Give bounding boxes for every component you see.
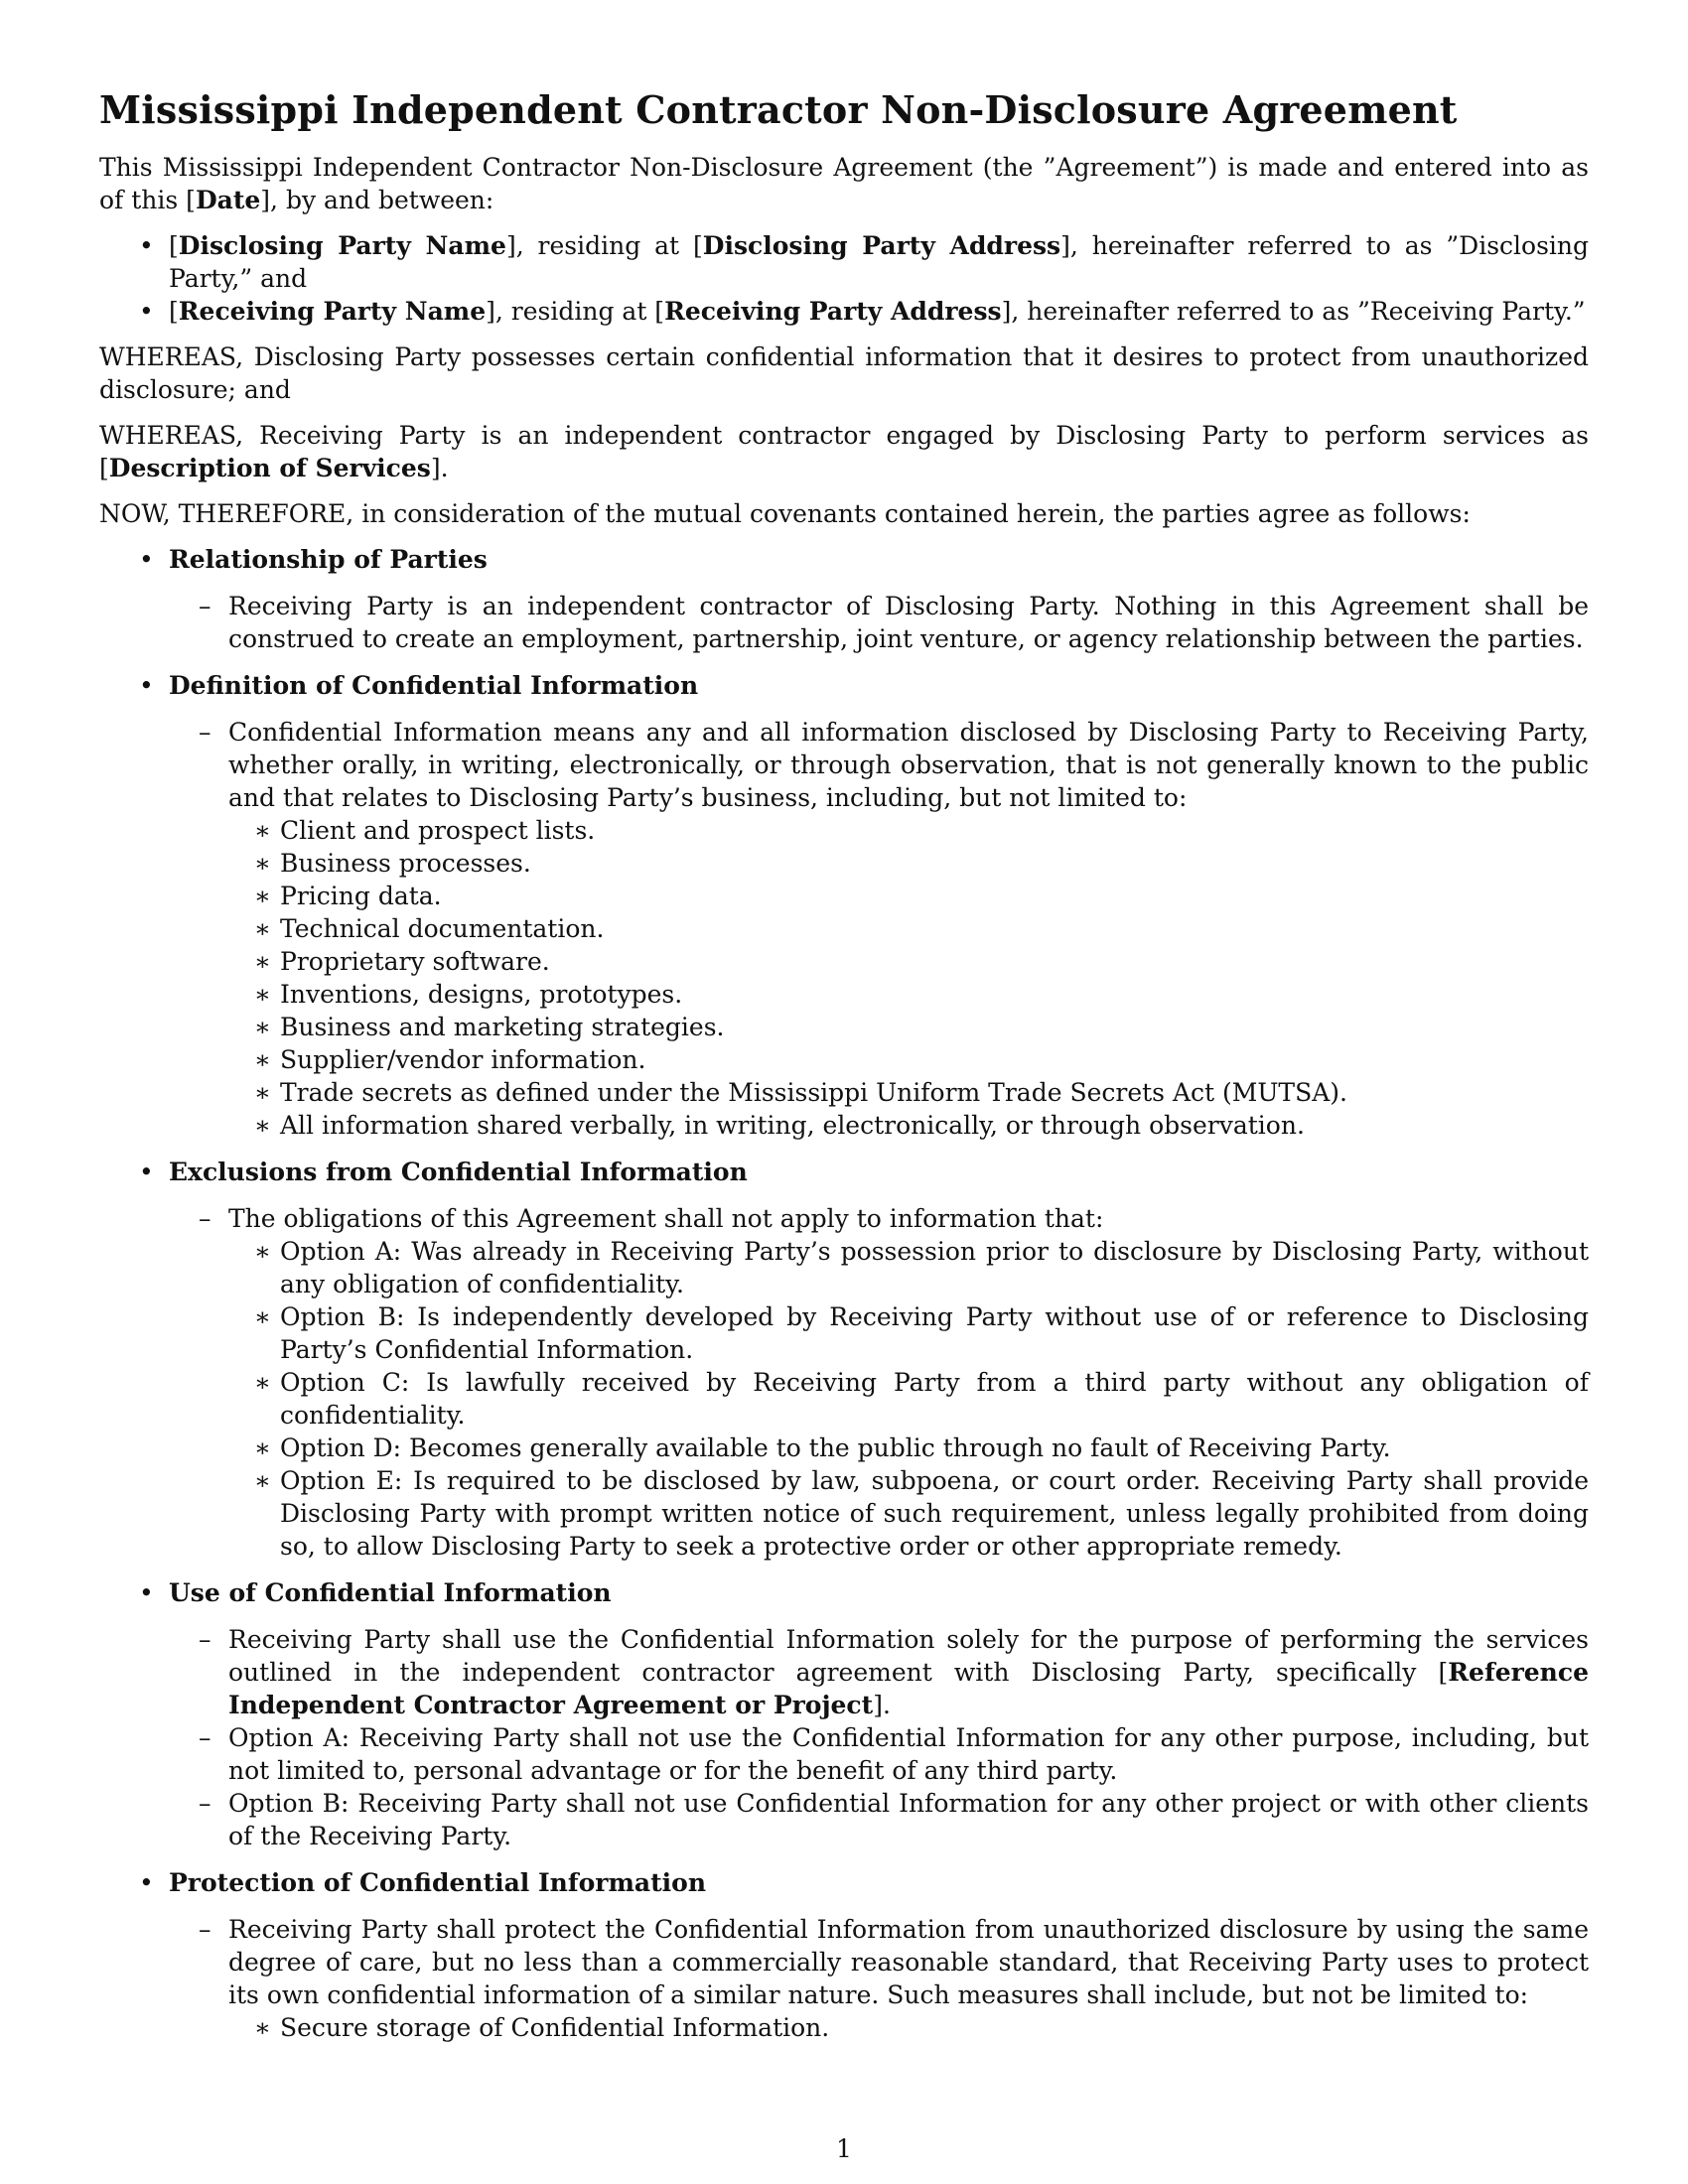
- section-items: [169, 1202, 1589, 1563]
- party-mid-text: ], residing at [: [505, 231, 703, 260]
- receiving-address-placeholder: Receiving Party Address: [664, 297, 1002, 326]
- whereas2-text: WHEREAS, Receiving Party is an independent contractor engaged by Disclosing Party to perform services as [: [99, 421, 1589, 482]
- whereas-paragraph-1: WHEREAS, Disclosing Party possesses certain confidential information that it desires to protect from unauthorized disclosure; and: [99, 342, 1589, 404]
- sections-list: [99, 543, 1589, 2044]
- disclosing-name-placeholder: Disclosing Party Name: [178, 231, 506, 260]
- list-item: ∗ Pricing data.: [228, 880, 1589, 912]
- section-item-text: Receiving Party shall use the Confidential Information solely for the purpose of performing the services outlined in the independent contractor agreement with Disclosing Party, specifically [: [228, 1625, 1589, 1687]
- document-page: [99, 87, 1589, 2058]
- party-mid-text: ], residing at [: [486, 297, 665, 326]
- protection-list: [228, 2011, 1589, 2044]
- services-placeholder: Description of Services: [108, 454, 431, 482]
- list-item: ∗ Trade secrets as defined under the Mississippi Uniform Trade Secrets Act (MUTSA).: [228, 1076, 1589, 1109]
- disclosing-address-placeholder: Disclosing Party Address: [702, 231, 1061, 260]
- intro-paragraph: This Mississippi Independent Contractor Non-Disclosure Agreement (the ”Agreement”) is made and entered into as of this [Date], by and between:: [99, 153, 1589, 214]
- section-relationship: [99, 543, 1589, 655]
- page-number: 1: [836, 2134, 852, 2163]
- section-item: – Option A: Receiving Party shall not use the Confidential Information for any other purpose, including, but not limited to, personal advantage or for the benefit of any third party.: [169, 1721, 1589, 1787]
- list-item: ∗ Proprietary software.: [228, 945, 1589, 978]
- list-item: ∗ Secure storage of Confidential Information.: [228, 2011, 1589, 2044]
- exclusions-list: [228, 1235, 1589, 1563]
- section-item: [169, 1913, 1589, 2044]
- section-item: [169, 1202, 1589, 1563]
- section-definition: [99, 669, 1589, 1142]
- party-tail-text: ], hereinafter referred to as ”Disclosing Party,” and: [169, 231, 1590, 293]
- section-item-text: Receiving Party shall protect the Confidential Information from unauthorized disclosure by using the same degree of care, but no less than a commercially reasonable standard, that Receiving Party uses to protect its own confidential information of a similar nature. Such measures shall include, but not be limited to:: [228, 1915, 1589, 2009]
- section-item-text: Confidential Information means any and all information disclosed by Disclosing Party to Receiving Party, whether orally, in writing, electronically, or through observation, that is not generally known to the public and that relates to Disclosing Party’s business, including, but not limited to:: [228, 718, 1589, 812]
- section-item-text: The obligations of this Agreement shall not apply to information that:: [228, 1204, 1104, 1233]
- parties-list: [99, 229, 1589, 328]
- section-exclusions: [99, 1156, 1589, 1563]
- list-item: ∗ All information shared verbally, in writing, electronically, or through observation.: [228, 1109, 1589, 1142]
- list-item: ∗ Option B: Is independently developed by Receiving Party without use of or reference to Disclosing Party’s Confidential Information.: [228, 1300, 1589, 1366]
- section-protection: [99, 1866, 1589, 2044]
- section-title: • Exclusions from Confidential Information: [169, 1158, 748, 1186]
- list-item: ∗ Inventions, designs, prototypes.: [228, 978, 1589, 1011]
- section-use: [99, 1576, 1589, 1852]
- whereas-paragraph-2: [99, 419, 1589, 484]
- whereas2-text-end: ].: [430, 454, 449, 482]
- list-item: ∗ Option A: Was already in Receiving Party’s possession prior to disclosure by Disclosing Party, without any obligation of confidentiality.: [228, 1235, 1589, 1300]
- definition-list: [228, 814, 1589, 1142]
- list-item: ∗ Option E: Is required to be disclosed by law, subpoena, or court order. Receiving Party shall provide Disclosing Party with prompt written notice of such requirement, unless legally prohibited from doing so, to allow Disclosing Party to seek a protective order or other appropriate remedy.: [228, 1464, 1589, 1563]
- section-item: – Receiving Party is an independent contractor of Disclosing Party. Nothing in this Agreement shall be construed to create an employment, partnership, joint venture, or agency relationship between the parties.: [169, 590, 1589, 655]
- list-item: ∗ Business processes.: [228, 847, 1589, 880]
- list-item: ∗ Option D: Becomes generally available to the public through no fault of Receiving Party.: [228, 1432, 1589, 1464]
- section-item: [169, 716, 1589, 1142]
- section-item-text-end: ].: [873, 1691, 891, 1719]
- intro-text-end: , by and between:: [270, 186, 494, 214]
- list-item: ∗ Business and marketing strategies.: [228, 1011, 1589, 1043]
- party-disclosing: • [Disclosing Party Name], residing at [Disclosing Party Address], hereinafter referred to as ”Disclosing Party,” and: [99, 229, 1589, 295]
- date-placeholder: Date: [195, 186, 261, 214]
- section-item: [169, 1623, 1589, 1721]
- section-items: [169, 590, 1589, 655]
- section-items: [169, 1623, 1589, 1852]
- now-therefore-paragraph: NOW, THEREFORE, in consideration of the mutual covenants contained herein, the parties agree as follows:: [99, 499, 1471, 528]
- party-receiving: • [Receiving Party Name], residing at [Receiving Party Address], hereinafter referred to as ”Receiving Party.”: [99, 295, 1589, 328]
- section-title: • Relationship of Parties: [169, 545, 488, 574]
- section-items: [169, 716, 1589, 1142]
- list-item: ∗ Option C: Is lawfully received by Receiving Party from a third party without any obligation of confidentiality.: [228, 1366, 1589, 1432]
- section-title: • Definition of Confidential Information: [169, 671, 699, 700]
- list-item: ∗ Client and prospect lists.: [228, 814, 1589, 847]
- party-tail-text: ], hereinafter referred to as ”Receiving Party.”: [1001, 297, 1586, 326]
- list-item: ∗ Technical documentation.: [228, 912, 1589, 945]
- section-title: • Protection of Confidential Information: [169, 1868, 707, 1897]
- receiving-name-placeholder: Receiving Party Name: [178, 297, 487, 326]
- section-items: [169, 1913, 1589, 2044]
- intro-text: This Mississippi Independent Contractor Non-Disclosure Agreement (the ”Agreement”) is made and entered into as of this: [99, 153, 1589, 214]
- section-title: • Use of Confidential Information: [169, 1578, 612, 1607]
- reference-placeholder: Reference Independent Contractor Agreement or Project: [228, 1658, 1589, 1719]
- list-item: ∗ Supplier/vendor information.: [228, 1043, 1589, 1076]
- document-title: Mississippi Independent Contractor Non-Disclosure Agreement: [99, 87, 1458, 132]
- section-item: – Option B: Receiving Party shall not use Confidential Information for any other project or with other clients of the Receiving Party.: [169, 1787, 1589, 1852]
